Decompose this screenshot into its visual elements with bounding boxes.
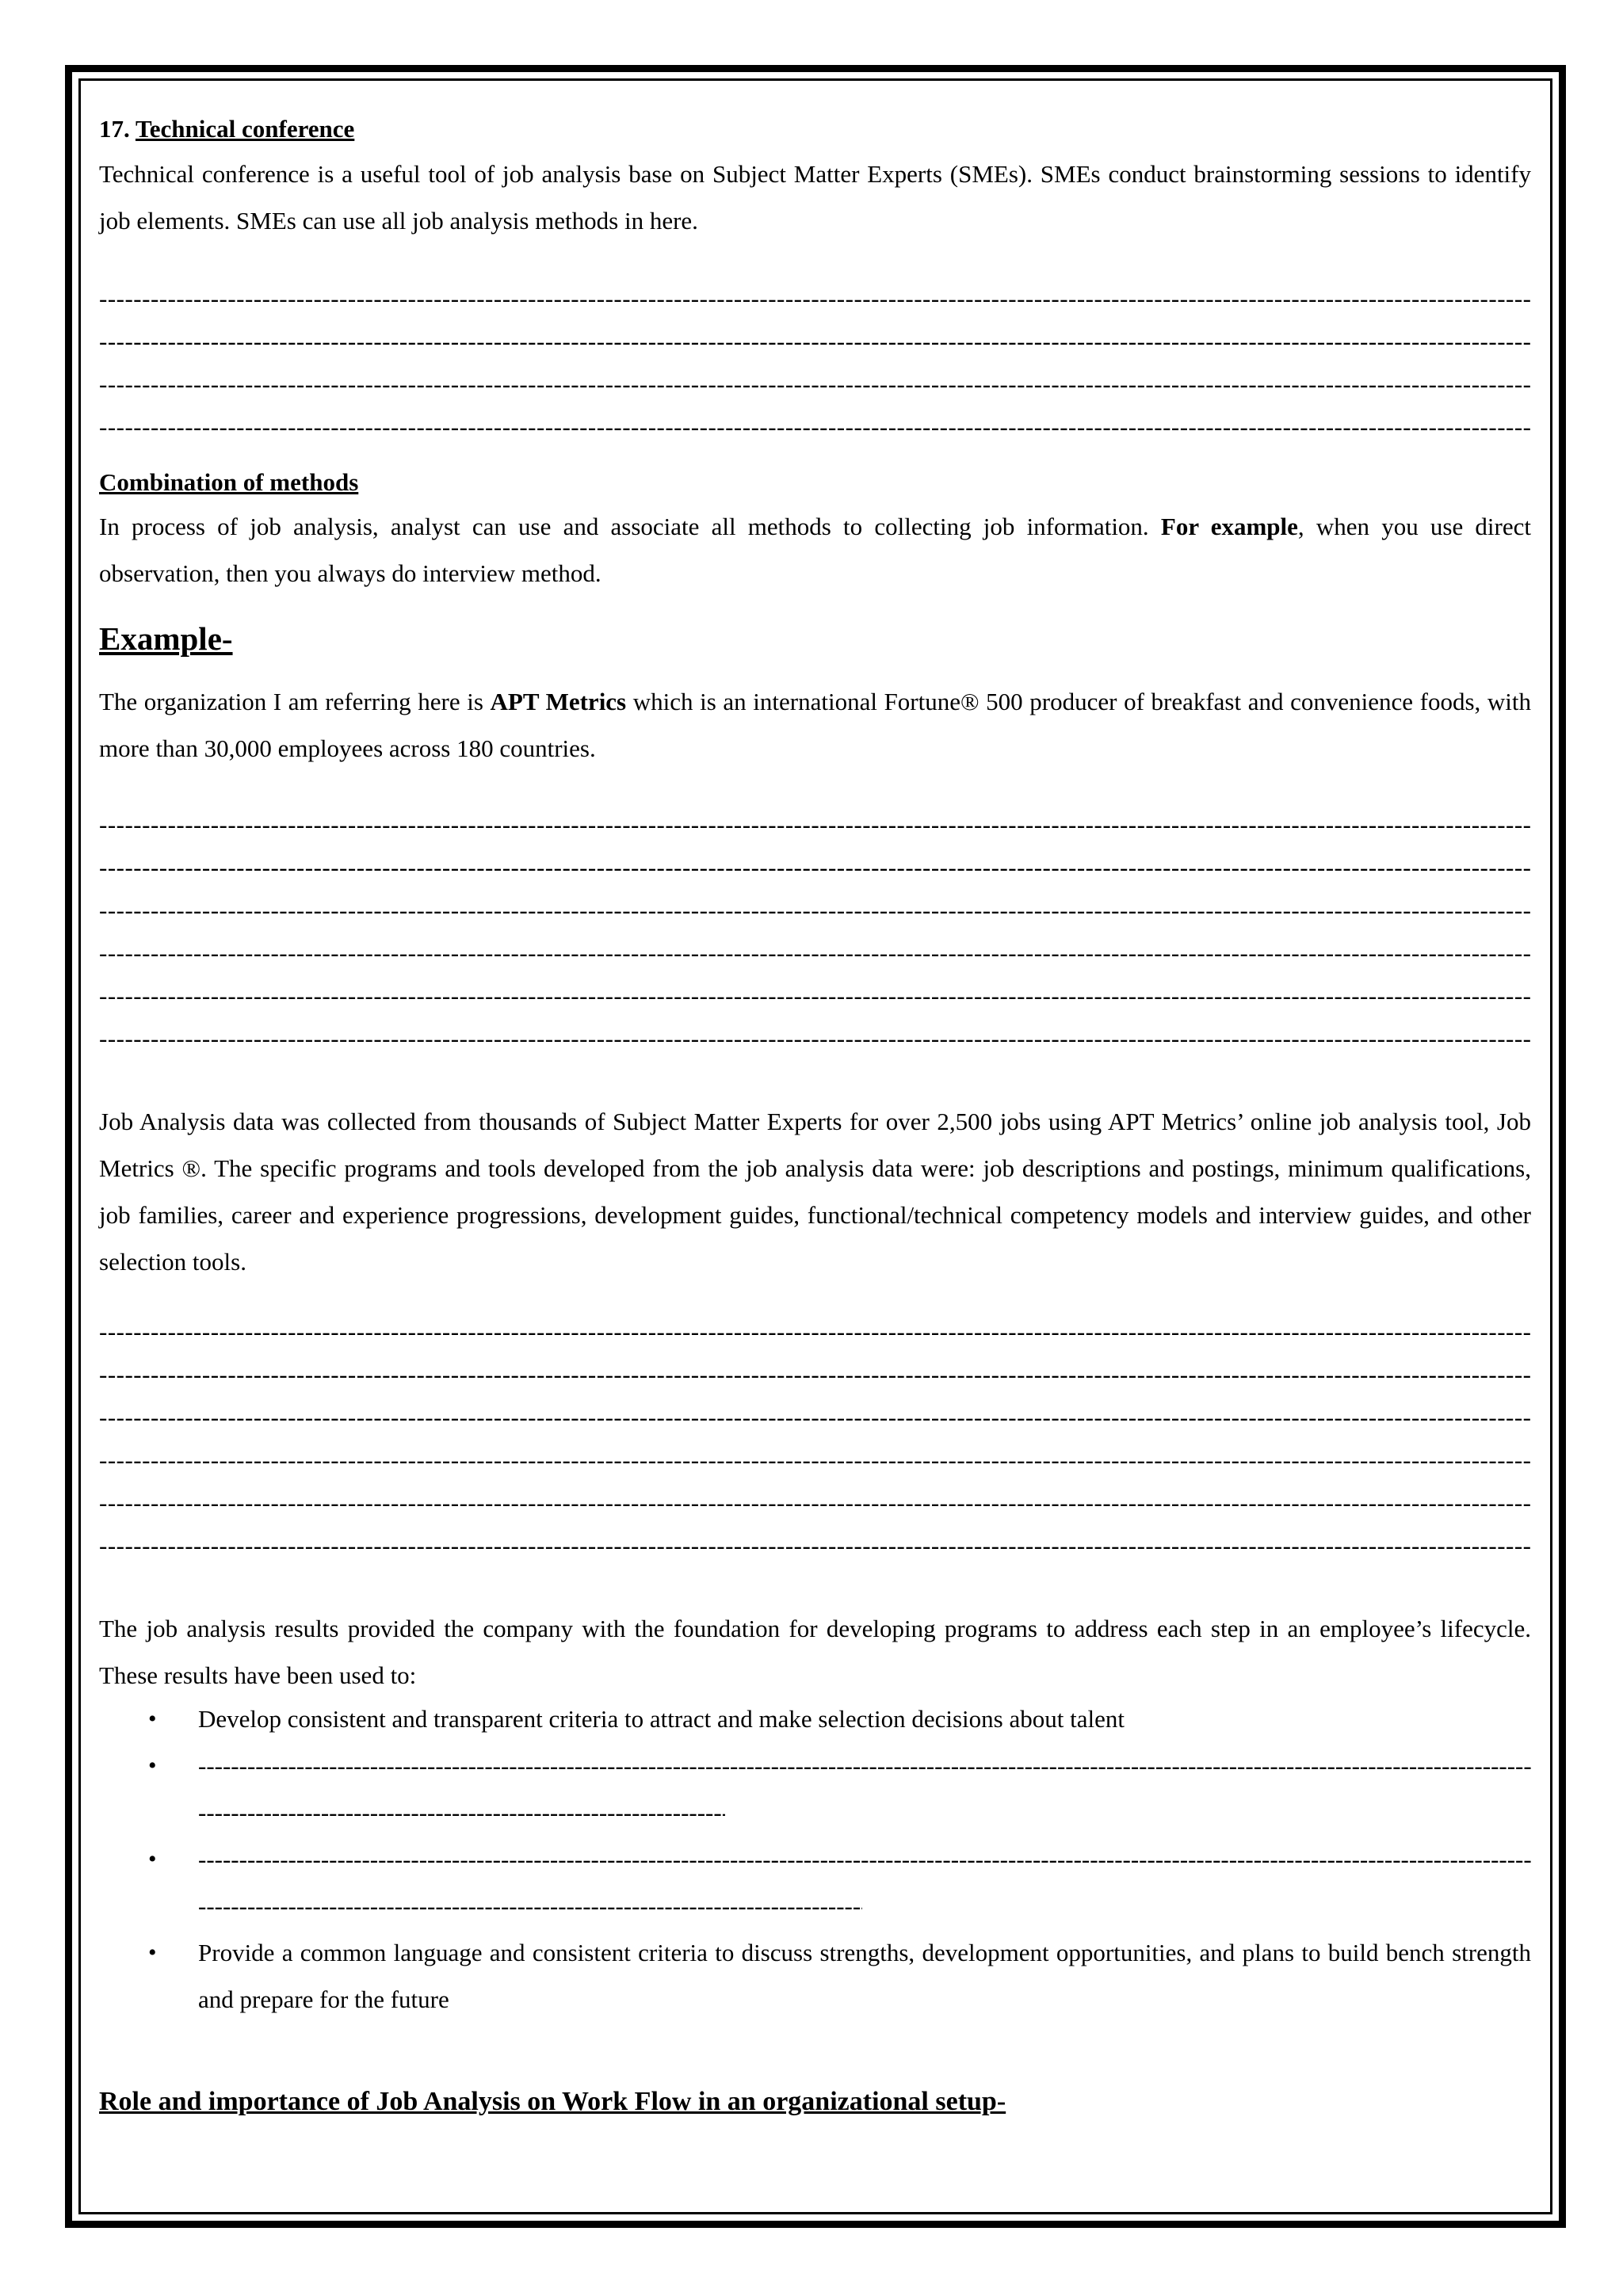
list-item: [99, 1836, 1531, 1929]
technical-conference-paragraph: Technical conference is a useful tool of job analysis base on Subject Matter Experts (SMEs). SMEs conduct brainstorming sessions to identify job elements. SMEs can use all job analysis methods in here.: [99, 160, 1531, 235]
answer-line: [99, 889, 1531, 932]
answer-line: [198, 1742, 1531, 1789]
answer-line: [99, 1017, 1531, 1060]
bullet-icon: •: [148, 1939, 157, 1966]
list-item: [99, 1929, 1531, 2023]
answer-line: [99, 1524, 1531, 1567]
section-number: 17.: [99, 115, 130, 143]
answer-line: [198, 1789, 725, 1836]
answer-line: [99, 932, 1531, 974]
combination-text-a: In process of job analysis, analyst can use and associate all methods to collecting job information.: [99, 513, 1161, 540]
bullet-text: Develop consistent and transparent criteria to attract and make selection decisions about talent: [198, 1705, 1125, 1733]
answer-line: [99, 320, 1531, 363]
example-heading: Example-: [99, 620, 233, 657]
answer-line: [198, 1836, 1531, 1882]
bullet-icon: •: [148, 1706, 157, 1732]
answer-line: [99, 363, 1531, 406]
bullet-text: Provide a common language and consistent criteria to discuss strengths, development opportunities, and plans to build bench strength and prepare for the future: [198, 1939, 1531, 2013]
answer-line: [99, 406, 1531, 448]
answer-line: [99, 846, 1531, 889]
answer-line: [99, 1310, 1531, 1353]
bullet-icon: •: [148, 1846, 157, 1872]
results-paragraph: The job analysis results provided the company with the foundation for developing programs to address each step in an employee’s lifecycle. These results have been used to:: [99, 1615, 1531, 1689]
job-analysis-data-paragraph: Job Analysis data was collected from thousands of Subject Matter Experts for over 2,500 jobs using APT Metrics’ online job analysis tool, Job Metrics ®. The specific programs and tools developed from the job analysis data were: job descriptions and postings, minimum qualifications, job families, career and experience progressions, development guides, functional/technical competency models and interview guides, and other selection tools.: [99, 1108, 1531, 1276]
answer-line: [99, 1482, 1531, 1524]
answer-line: [99, 1353, 1531, 1396]
combination-paragraph: [99, 503, 1531, 597]
combination-text-b: , when you use direct observation, then you always do interview method.: [99, 513, 1531, 587]
combination-text-bold: For example: [1160, 513, 1298, 540]
list-item: [99, 1742, 1531, 1836]
example-intro-paragraph: [99, 678, 1531, 772]
combination-heading: Combination of methods: [99, 468, 359, 496]
example-intro-b: which is an international Fortune® 500 producer of breakfast and convenience foods, with more than 30,000 employees across 180 countries.: [99, 688, 1531, 762]
answer-line: [99, 803, 1531, 846]
answer-line: [99, 277, 1531, 320]
example-intro-bold: APT Metrics: [490, 688, 627, 715]
section-title: Technical conference: [135, 115, 355, 143]
role-importance-heading: Role and importance of Job Analysis on Work Flow in an organizational setup-: [99, 2087, 1006, 2116]
answer-line: [99, 1439, 1531, 1482]
example-intro-a: The organization I am referring here is: [99, 688, 491, 715]
bullet-icon: •: [148, 1753, 157, 1779]
results-bullet-list: [99, 1695, 1531, 2023]
section-17-heading: [99, 109, 1531, 149]
answer-line: [99, 974, 1531, 1017]
answer-line: [99, 1396, 1531, 1439]
answer-line: [198, 1882, 862, 1929]
list-item: [99, 1695, 1531, 1742]
